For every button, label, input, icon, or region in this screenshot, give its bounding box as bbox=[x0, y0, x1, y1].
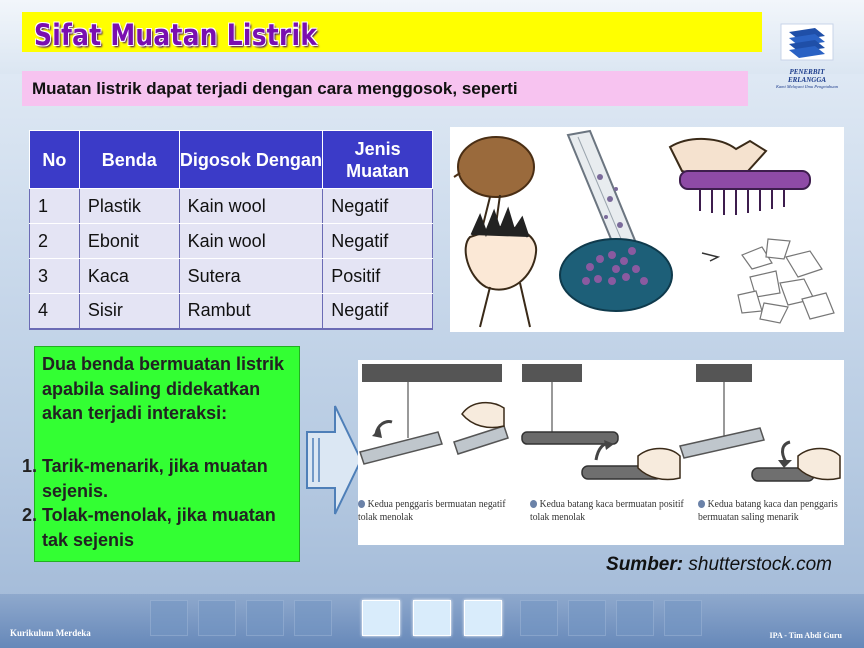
right-arrow-icon bbox=[305, 400, 363, 520]
cell-jenis: Negatif bbox=[323, 294, 433, 329]
table-row bbox=[30, 259, 433, 294]
books-logo-icon bbox=[779, 22, 835, 62]
bullet-icon bbox=[358, 500, 365, 508]
footer-tile-highlight bbox=[464, 600, 502, 636]
intro-text: Muatan listrik dapat terjadi dengan cara menggosok, seperti bbox=[32, 79, 518, 98]
table-row bbox=[30, 189, 433, 224]
rubbing-illustration bbox=[450, 127, 844, 332]
header-no: No bbox=[30, 131, 80, 189]
footer-curriculum: Kurikulum Merdeka bbox=[10, 628, 91, 638]
footer-tile bbox=[150, 600, 188, 636]
interaction-intro: Dua benda bermuatan listrik apabila saling didekatkan akan terjadi interaksi: bbox=[42, 354, 285, 423]
caption-text: Kedua batang kaca bermuatan positif tolak menolak bbox=[530, 498, 684, 523]
header-benda: Benda bbox=[79, 131, 179, 189]
cell-digosok: Kain wool bbox=[179, 224, 323, 259]
cell-digosok: Sutera bbox=[179, 259, 323, 294]
list-item-number: 2. bbox=[22, 505, 38, 525]
footer-tile-highlight bbox=[413, 600, 451, 636]
caption-text: Kedua penggaris bermuatan negatif tolak menolak bbox=[358, 498, 506, 523]
footer-tile bbox=[198, 600, 236, 636]
footer-tile bbox=[568, 600, 606, 636]
publisher-tagline: Kami Melayani Ilmu Pengetahuan bbox=[775, 84, 839, 89]
interaction-list bbox=[22, 454, 302, 552]
header-digosok: Digosok Dengan bbox=[179, 131, 323, 189]
cell-benda: Plastik bbox=[79, 189, 179, 224]
caption-text: Kedua batang kaca dan penggaris bermuatan saling menarik bbox=[698, 498, 838, 523]
publisher-name: PENERBIT ERLANGGA bbox=[787, 68, 827, 84]
table-row bbox=[30, 294, 433, 329]
cell-digosok: Rambut bbox=[179, 294, 323, 329]
cell-no: 1 bbox=[30, 189, 80, 224]
footer-tile bbox=[246, 600, 284, 636]
slide-title: Sifat Muatan Listrik bbox=[34, 18, 318, 52]
footer-tile bbox=[616, 600, 654, 636]
caption-1 bbox=[358, 498, 512, 524]
table-row bbox=[30, 224, 433, 259]
footer-tile bbox=[520, 600, 558, 636]
cell-benda: Ebonit bbox=[79, 224, 179, 259]
list-item-number: 1. bbox=[22, 456, 38, 476]
caption-3 bbox=[698, 498, 843, 524]
cell-no: 2 bbox=[30, 224, 80, 259]
rubbing-illustration-image bbox=[450, 127, 844, 332]
cell-jenis: Positif bbox=[323, 259, 433, 294]
cell-jenis: Negatif bbox=[323, 224, 433, 259]
header-jenis: Jenis Muatan bbox=[323, 131, 433, 189]
list-item-text: Tolak-menolak, jika muatan tak sejenis bbox=[42, 505, 276, 550]
footer-tile-highlight bbox=[362, 600, 400, 636]
cell-no: 4 bbox=[30, 294, 80, 329]
footer-author: IPA - Tim Abdi Guru bbox=[769, 631, 842, 640]
cell-benda: Kaca bbox=[79, 259, 179, 294]
publisher-logo bbox=[770, 22, 844, 89]
caption-2 bbox=[530, 498, 697, 524]
charge-table bbox=[29, 130, 433, 330]
cell-digosok: Kain wool bbox=[179, 189, 323, 224]
bullet-icon bbox=[530, 500, 537, 508]
footer-tile bbox=[664, 600, 702, 636]
table-header-row bbox=[30, 131, 433, 189]
list-item bbox=[22, 503, 302, 552]
source-credit bbox=[606, 554, 832, 576]
interaction-illustration bbox=[358, 360, 844, 545]
cell-no: 3 bbox=[30, 259, 80, 294]
list-item bbox=[22, 454, 302, 503]
bullet-icon bbox=[698, 500, 705, 508]
cell-jenis: Negatif bbox=[323, 189, 433, 224]
cell-benda: Sisir bbox=[79, 294, 179, 329]
footer-tile bbox=[294, 600, 332, 636]
source-value: shutterstock.com bbox=[688, 554, 832, 575]
list-item-text: Tarik-menarik, jika muatan sejenis. bbox=[42, 456, 268, 501]
source-label: Sumber: bbox=[606, 554, 684, 575]
